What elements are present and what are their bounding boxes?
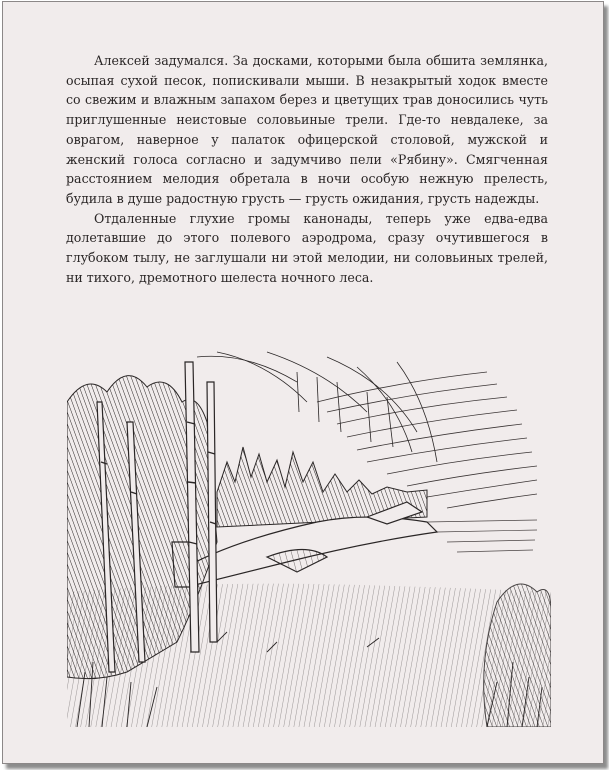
paragraph-2: Отдаленные глухие громы канонады, теперь уже едва-едва долетавшие до этого полевого аэродрома, сразу очутившегося в глубоком тылу, не заглушали ни этой мелодии, ни соловьиных трелей, ни тихого, дремотного шелеста ночного леса.: [66, 210, 548, 285]
book-page: [2, 1, 604, 764]
hanging-branches: [197, 352, 437, 462]
ink-sketch: [67, 342, 551, 727]
paragraph-1: Алексей задумался. За досками, которыми была обшита землянка, осыпая сухой песок, попискивали мыши. В незакрытый ходок вместе со свежим и влажным запахом берез и цветущих трав доносились чуть приглушенные неистовые соловьиные трели. Где-то невдалеке, за оврагом, наверное у палаток офицерской столовой, мужской и женский голоса согласно и задумчиво пели «Рябину». Смягченная расстоянием мелодия обретала в ночи особую нежную прелесть, будила в душе радостную грусть — грусть ожидания, грусть надежды.: [66, 53, 548, 206]
forest-airfield-illustration: [67, 342, 551, 727]
sky-hatching: [317, 372, 537, 508]
lake-lines: [427, 520, 537, 552]
body-text: [66, 51, 548, 287]
